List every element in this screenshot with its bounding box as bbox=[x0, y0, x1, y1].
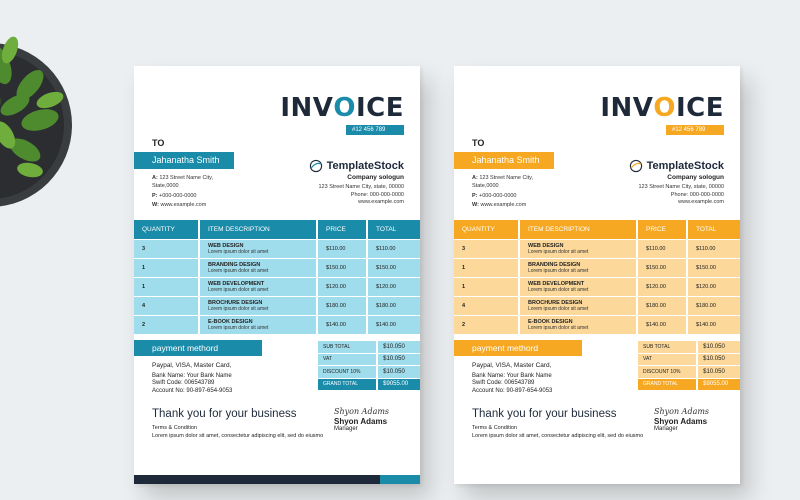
footer-strip bbox=[454, 475, 740, 484]
invoice-title: INVOICE bbox=[600, 93, 724, 123]
vat-row: VAT $10.050 bbox=[638, 353, 740, 366]
footer-strip bbox=[134, 475, 420, 484]
company-logo-icon bbox=[309, 159, 323, 173]
payment-method-title: payment methord bbox=[134, 340, 262, 356]
signature: Shyon Adams bbox=[334, 407, 390, 416]
table-row: 1 WEB DEVELOPMENT Lorem ipsum dolor sit amet $120.00 $120.00 bbox=[454, 277, 740, 296]
header-quantity: QUANTITY bbox=[454, 220, 520, 239]
terms-block: Terms & Condition Lorem ipsum dolor sit amet, consectetur adipiscing elit, sed do eiusmo bbox=[152, 425, 324, 439]
invoice-number: #12 456 789 bbox=[666, 125, 724, 135]
company-address: 123 Street Name City, state, 00000 Phone: 000-000-0000 www.example.com bbox=[318, 184, 404, 205]
items-header-row bbox=[454, 220, 740, 239]
client-name: Jahanatha Smith bbox=[134, 152, 234, 169]
items-table bbox=[454, 220, 740, 334]
signature-block bbox=[654, 407, 724, 432]
signer-name: Shyon Adams bbox=[334, 417, 388, 426]
discount-row: DISCOUNT 10% $10.050 bbox=[638, 365, 740, 378]
invoice-title: INVOICE bbox=[280, 93, 404, 123]
vat-row: VAT $10.050 bbox=[318, 353, 420, 366]
to-label: TO bbox=[152, 138, 165, 148]
header-price: PRICE bbox=[318, 220, 368, 239]
invoice-sheet-orange bbox=[454, 66, 740, 484]
company-address: 123 Street Name City, state, 00000 Phone: 000-000-0000 www.example.com bbox=[638, 184, 724, 205]
signer-role: Manager bbox=[334, 426, 358, 432]
signature-block bbox=[334, 407, 404, 432]
company-slogan: Company sologun bbox=[347, 174, 404, 181]
client-info: A: 123 Street Name City, State,0000 P: +000-000-0000 W: www.example.com bbox=[152, 175, 214, 208]
table-row: 2 E-BOOK DESIGN Lorem ipsum dolor sit amet $140.00 $140.00 bbox=[454, 315, 740, 334]
thank-you-message: Thank you for your business bbox=[152, 408, 297, 420]
client-info: A: 123 Street Name City, State,0000 P: +000-000-0000 W: www.example.com bbox=[472, 175, 534, 208]
table-row: 3 WEB DESIGN Lorem ipsum dolor sit amet $110.00 $110.00 bbox=[134, 239, 420, 258]
discount-row: DISCOUNT 10% $10.050 bbox=[318, 365, 420, 378]
header-description: ITEM DESCRIPTION bbox=[200, 220, 318, 239]
invoice-sheet-blue bbox=[134, 66, 420, 484]
company-block bbox=[629, 159, 724, 207]
invoice-number: #12 456 789 bbox=[346, 125, 404, 135]
table-row: 4 BROCHURE DESIGN Lorem ipsum dolor sit amet $180.00 $180.00 bbox=[454, 296, 740, 315]
table-row: 3 WEB DESIGN Lorem ipsum dolor sit amet $110.00 $110.00 bbox=[454, 239, 740, 258]
table-row: 4 BROCHURE DESIGN Lorem ipsum dolor sit amet $180.00 $180.00 bbox=[134, 296, 420, 315]
client-name: Jahanatha Smith bbox=[454, 152, 554, 169]
grand-total-row: GRAND TOTAL $9055.00 bbox=[638, 378, 740, 391]
signer-role: Manager bbox=[654, 426, 678, 432]
payment-method-title: payment methord bbox=[454, 340, 582, 356]
company-name: TemplateStock bbox=[326, 160, 404, 172]
table-row: 1 BRANDING DESIGN Lorem ipsum dolor sit amet $150.00 $150.00 bbox=[134, 258, 420, 277]
grand-total-row: GRAND TOTAL $9055.00 bbox=[318, 378, 420, 391]
header-quantity: QUANTITY bbox=[134, 220, 200, 239]
header-total: TOTAL bbox=[688, 220, 740, 239]
header-total: TOTAL bbox=[368, 220, 420, 239]
company-logo-icon bbox=[629, 159, 643, 173]
to-label: TO bbox=[472, 138, 485, 148]
items-header-row bbox=[134, 220, 420, 239]
table-row: 2 E-BOOK DESIGN Lorem ipsum dolor sit amet $140.00 $140.00 bbox=[134, 315, 420, 334]
table-row: 1 WEB DEVELOPMENT Lorem ipsum dolor sit amet $120.00 $120.00 bbox=[134, 277, 420, 296]
company-slogan: Company sologun bbox=[667, 174, 724, 181]
company-block bbox=[309, 159, 404, 207]
terms-block: Terms & Condition Lorem ipsum dolor sit amet, consectetur adipiscing elit, sed do eiusmo bbox=[472, 425, 644, 439]
payment-info: Paypal, VISA, Master Card, Bank Name: Your Bank Name Swift Code: 006543789 Account No: 90-897-654-9053 bbox=[472, 362, 553, 394]
payment-info: Paypal, VISA, Master Card, Bank Name: Your Bank Name Swift Code: 006543789 Account No: 90-897-654-9053 bbox=[152, 362, 233, 394]
items-table bbox=[134, 220, 420, 334]
header-price: PRICE bbox=[638, 220, 688, 239]
signature: Shyon Adams bbox=[654, 407, 710, 416]
signer-name: Shyon Adams bbox=[654, 417, 708, 426]
totals-table bbox=[318, 340, 420, 390]
header-description: ITEM DESCRIPTION bbox=[520, 220, 638, 239]
subtotal-row: SUB TOTAL $10.050 bbox=[318, 340, 420, 353]
subtotal-row: SUB TOTAL $10.050 bbox=[638, 340, 740, 353]
thank-you-message: Thank you for your business bbox=[472, 408, 617, 420]
table-row: 1 BRANDING DESIGN Lorem ipsum dolor sit amet $150.00 $150.00 bbox=[454, 258, 740, 277]
totals-table bbox=[638, 340, 740, 390]
company-name: TemplateStock bbox=[646, 160, 724, 172]
potted-plant-image bbox=[0, 10, 100, 210]
